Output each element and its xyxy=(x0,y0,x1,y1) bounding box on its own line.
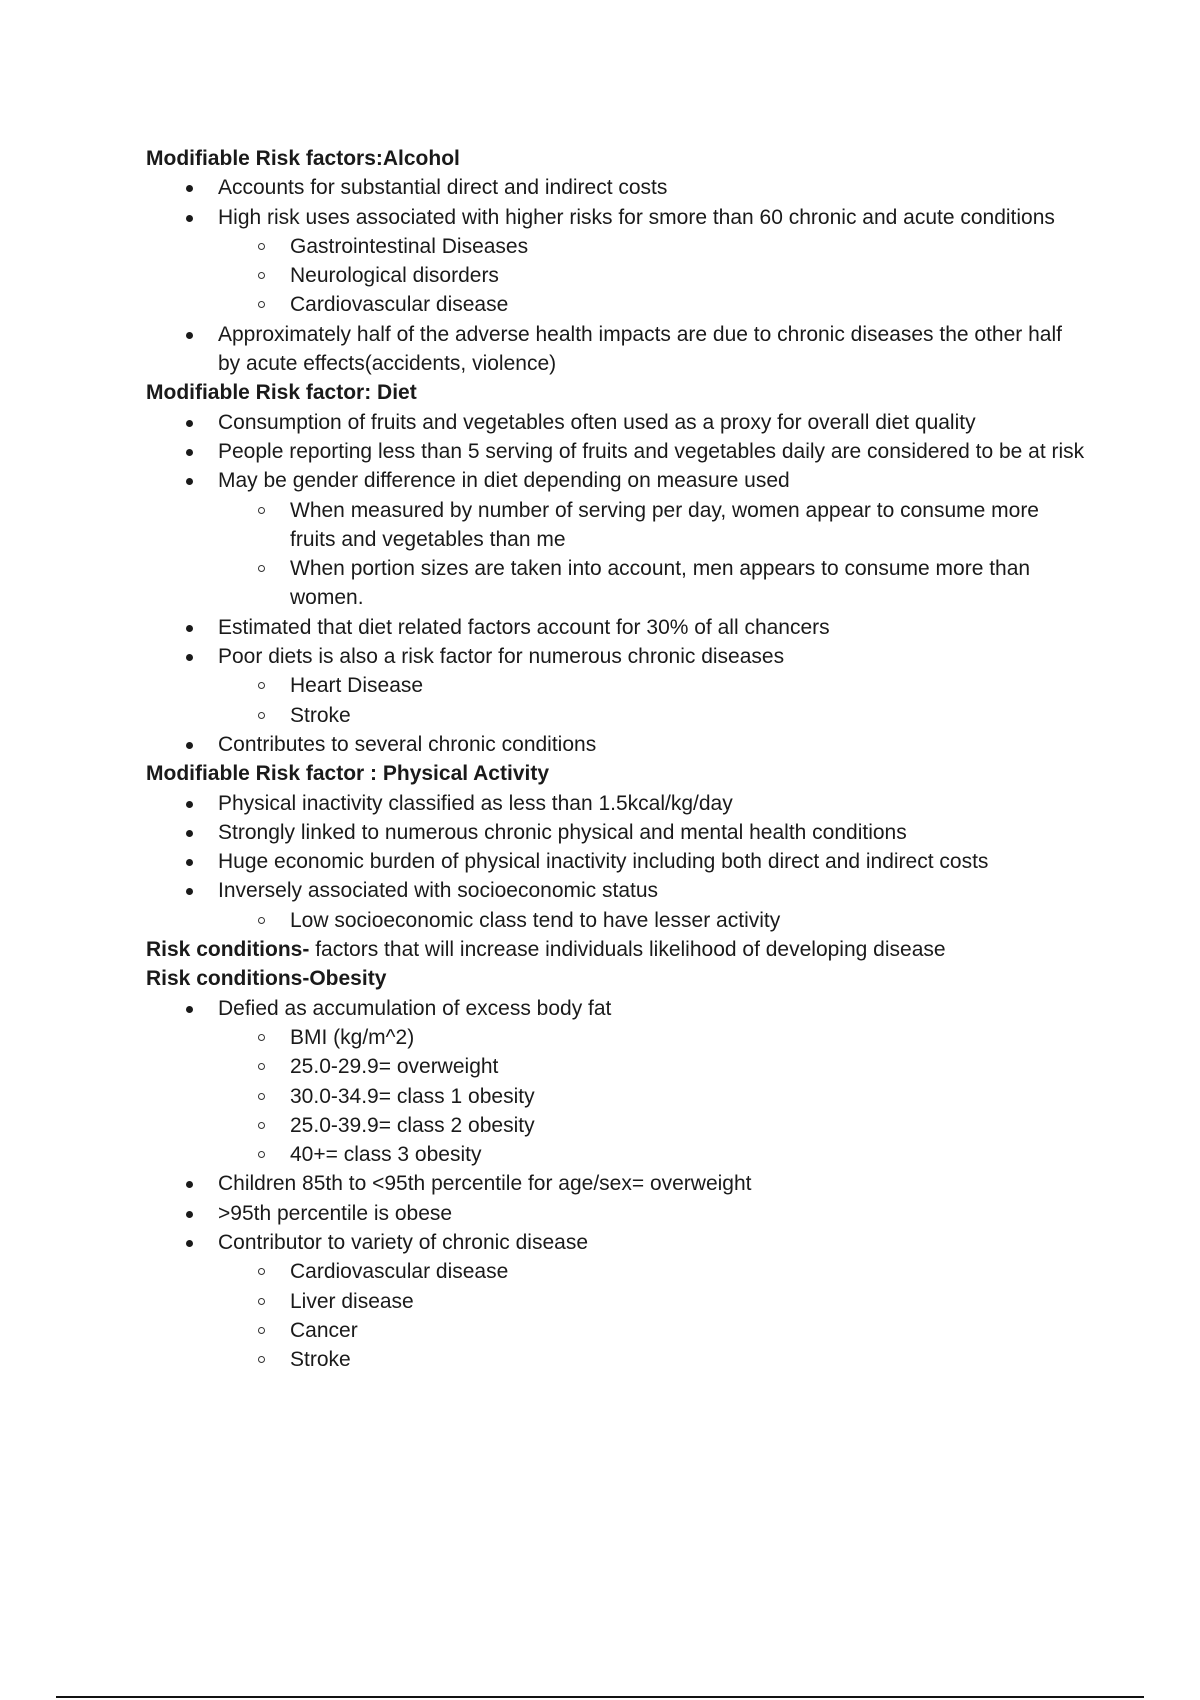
page-bottom-rule xyxy=(56,1696,1144,1698)
hollow-bullet-icon xyxy=(258,565,265,572)
sub-list-item-text: Liver disease xyxy=(290,1289,414,1313)
list-item xyxy=(146,730,1086,759)
sub-list-item-text: 40+= class 3 obesity xyxy=(290,1143,482,1167)
filled-bullet-icon xyxy=(186,1211,193,1218)
sub-list-item-text: Neurological disorders xyxy=(290,264,499,288)
sub-list-item-text: Gastrointestinal Diseases xyxy=(290,234,529,258)
sub-list-item xyxy=(146,1345,1086,1374)
list-item-text: People reporting less than 5 serving of fruits and vegetables daily are considered to be at risk xyxy=(218,439,1085,463)
list-item-text: Inversely associated with socioeconomic status xyxy=(218,879,659,903)
list-item xyxy=(146,203,1086,232)
list-item-text: Children 85th to <95th percentile for age/sex= overweight xyxy=(218,1172,752,1196)
section-heading-diet xyxy=(146,378,1086,407)
bullet-list-obesity xyxy=(146,994,1086,1375)
filled-bullet-icon xyxy=(186,449,193,456)
sub-list-item xyxy=(146,554,1086,613)
sub-list-item xyxy=(146,671,1086,700)
sub-list-item xyxy=(146,1316,1086,1345)
sub-list-item xyxy=(146,1140,1086,1169)
sub-list-item-text: Stroke xyxy=(290,703,351,727)
hollow-bullet-icon xyxy=(258,1122,265,1129)
sub-list-item xyxy=(146,290,1086,319)
hollow-bullet-icon xyxy=(258,272,265,279)
sub-list-item-text: BMI (kg/m^2) xyxy=(290,1025,415,1049)
filled-bullet-icon xyxy=(186,1181,193,1188)
list-item-text: Poor diets is also a risk factor for numerous chronic diseases xyxy=(218,645,785,669)
filled-bullet-icon xyxy=(186,1240,193,1247)
sub-list-item xyxy=(146,261,1086,290)
list-item-text: Approximately half of the adverse health impacts are due to chronic diseases the other half by acute effects(accidents, violence) xyxy=(218,322,1062,376)
section-heading-label: Modifiable Risk factors:Alcohol xyxy=(146,147,460,170)
sub-list-item-text: Stroke xyxy=(290,1348,351,1372)
sub-list-item-text: Cardiovascular disease xyxy=(290,293,509,317)
bullet-list-diet xyxy=(146,408,1086,760)
sub-list-item-text: 30.0-34.9= class 1 obesity xyxy=(290,1084,535,1108)
list-item xyxy=(146,173,1086,202)
filled-bullet-icon xyxy=(186,888,193,895)
hollow-bullet-icon xyxy=(258,301,265,308)
sub-list-item-text: Heart Disease xyxy=(290,674,424,698)
list-item-text: Strongly linked to numerous chronic physical and mental health conditions xyxy=(218,820,907,844)
section-heading-risk-conditions xyxy=(146,935,1086,964)
list-item xyxy=(146,1169,1086,1198)
filled-bullet-icon xyxy=(186,859,193,866)
list-item xyxy=(146,466,1086,495)
list-item-text: High risk uses associated with higher risks for smore than 60 chronic and acute conditions xyxy=(218,205,1055,229)
hollow-bullet-icon xyxy=(258,1327,265,1334)
list-item-text: Huge economic burden of physical inactivity including both direct and indirect costs xyxy=(218,850,989,874)
list-item-text: May be gender difference in diet depending on measure used xyxy=(218,469,790,493)
list-item xyxy=(146,789,1086,818)
hollow-bullet-icon xyxy=(258,1151,265,1158)
hollow-bullet-icon xyxy=(258,1268,265,1275)
section-heading-label: Modifiable Risk factor: Diet xyxy=(146,381,417,405)
list-item xyxy=(146,847,1086,876)
list-item xyxy=(146,642,1086,671)
list-item xyxy=(146,320,1086,379)
list-item xyxy=(146,818,1086,847)
hollow-bullet-icon xyxy=(258,243,265,250)
list-item xyxy=(146,994,1086,1023)
list-item-text: Estimated that diet related factors account for 30% of all chancers xyxy=(218,615,830,639)
filled-bullet-icon xyxy=(186,478,193,485)
sub-list-item xyxy=(146,232,1086,261)
list-item xyxy=(146,876,1086,905)
hollow-bullet-icon xyxy=(258,1356,265,1363)
sub-list-item xyxy=(146,701,1086,730)
filled-bullet-icon xyxy=(186,332,193,339)
hollow-bullet-icon xyxy=(258,1093,265,1100)
sub-list-item-text: When measured by number of serving per day, women appear to consume more fruits and vegetables than me xyxy=(290,498,1039,551)
hollow-bullet-icon xyxy=(258,917,265,924)
sub-list-item xyxy=(146,496,1086,555)
list-item xyxy=(146,437,1086,466)
sub-list-item xyxy=(146,1023,1086,1052)
filled-bullet-icon xyxy=(186,830,193,837)
sub-list-item-text: 25.0-39.9= class 2 obesity xyxy=(290,1113,535,1137)
list-item-text: Consumption of fruits and vegetables often used as a proxy for overall diet quality xyxy=(218,410,976,434)
section-heading-obesity xyxy=(146,964,1086,993)
list-item-text: Contributes to several chronic conditions xyxy=(218,732,597,756)
section-heading-label: Risk conditions-Obesity xyxy=(146,967,387,991)
list-item-text: Contributor to variety of chronic disease xyxy=(218,1230,589,1254)
filled-bullet-icon xyxy=(186,215,193,222)
section-heading-alcohol xyxy=(146,144,1086,173)
hollow-bullet-icon xyxy=(258,1298,265,1305)
filled-bullet-icon xyxy=(186,625,193,632)
section-heading-physical-activity xyxy=(146,759,1086,788)
filled-bullet-icon xyxy=(186,185,193,192)
section-heading-label: Risk conditions- xyxy=(146,938,310,962)
list-item xyxy=(146,1199,1086,1228)
document-body xyxy=(146,144,1086,1374)
hollow-bullet-icon xyxy=(258,1063,265,1070)
hollow-bullet-icon xyxy=(258,1034,265,1041)
list-item-text: >95th percentile is obese xyxy=(218,1201,453,1225)
sub-list-item-text: Low socioeconomic class tend to have lesser activity xyxy=(290,908,781,932)
sub-list-item xyxy=(146,1082,1086,1111)
filled-bullet-icon xyxy=(186,654,193,661)
hollow-bullet-icon xyxy=(258,682,265,689)
sub-list-item xyxy=(146,1052,1086,1081)
filled-bullet-icon xyxy=(186,742,193,749)
bullet-list-physical-activity xyxy=(146,789,1086,935)
list-item xyxy=(146,1228,1086,1257)
section-heading-label: Modifiable Risk factor : Physical Activity xyxy=(146,762,549,786)
sub-list-item xyxy=(146,906,1086,935)
sub-list-item-text: Cardiovascular disease xyxy=(290,1260,509,1284)
hollow-bullet-icon xyxy=(258,712,265,719)
filled-bullet-icon xyxy=(186,1006,193,1013)
section-heading-definition: factors that will increase individuals likelihood of developing disease xyxy=(309,938,946,962)
bullet-list-alcohol xyxy=(146,173,1086,378)
list-item-text: Physical inactivity classified as less than 1.5kcal/kg/day xyxy=(218,791,733,815)
sub-list-item xyxy=(146,1257,1086,1286)
list-item xyxy=(146,408,1086,437)
sub-list-item-text: Cancer xyxy=(290,1318,358,1342)
list-item-text: Accounts for substantial direct and indirect costs xyxy=(218,176,668,200)
filled-bullet-icon xyxy=(186,801,193,808)
list-item xyxy=(146,613,1086,642)
list-item-text: Defied as accumulation of excess body fat xyxy=(218,996,612,1020)
hollow-bullet-icon xyxy=(258,507,265,514)
filled-bullet-icon xyxy=(186,420,193,427)
sub-list-item xyxy=(146,1111,1086,1140)
sub-list-item-text: 25.0-29.9= overweight xyxy=(290,1055,499,1079)
sub-list-item-text: When portion sizes are taken into account, men appears to consume more than women. xyxy=(290,557,1031,610)
sub-list-item xyxy=(146,1287,1086,1316)
